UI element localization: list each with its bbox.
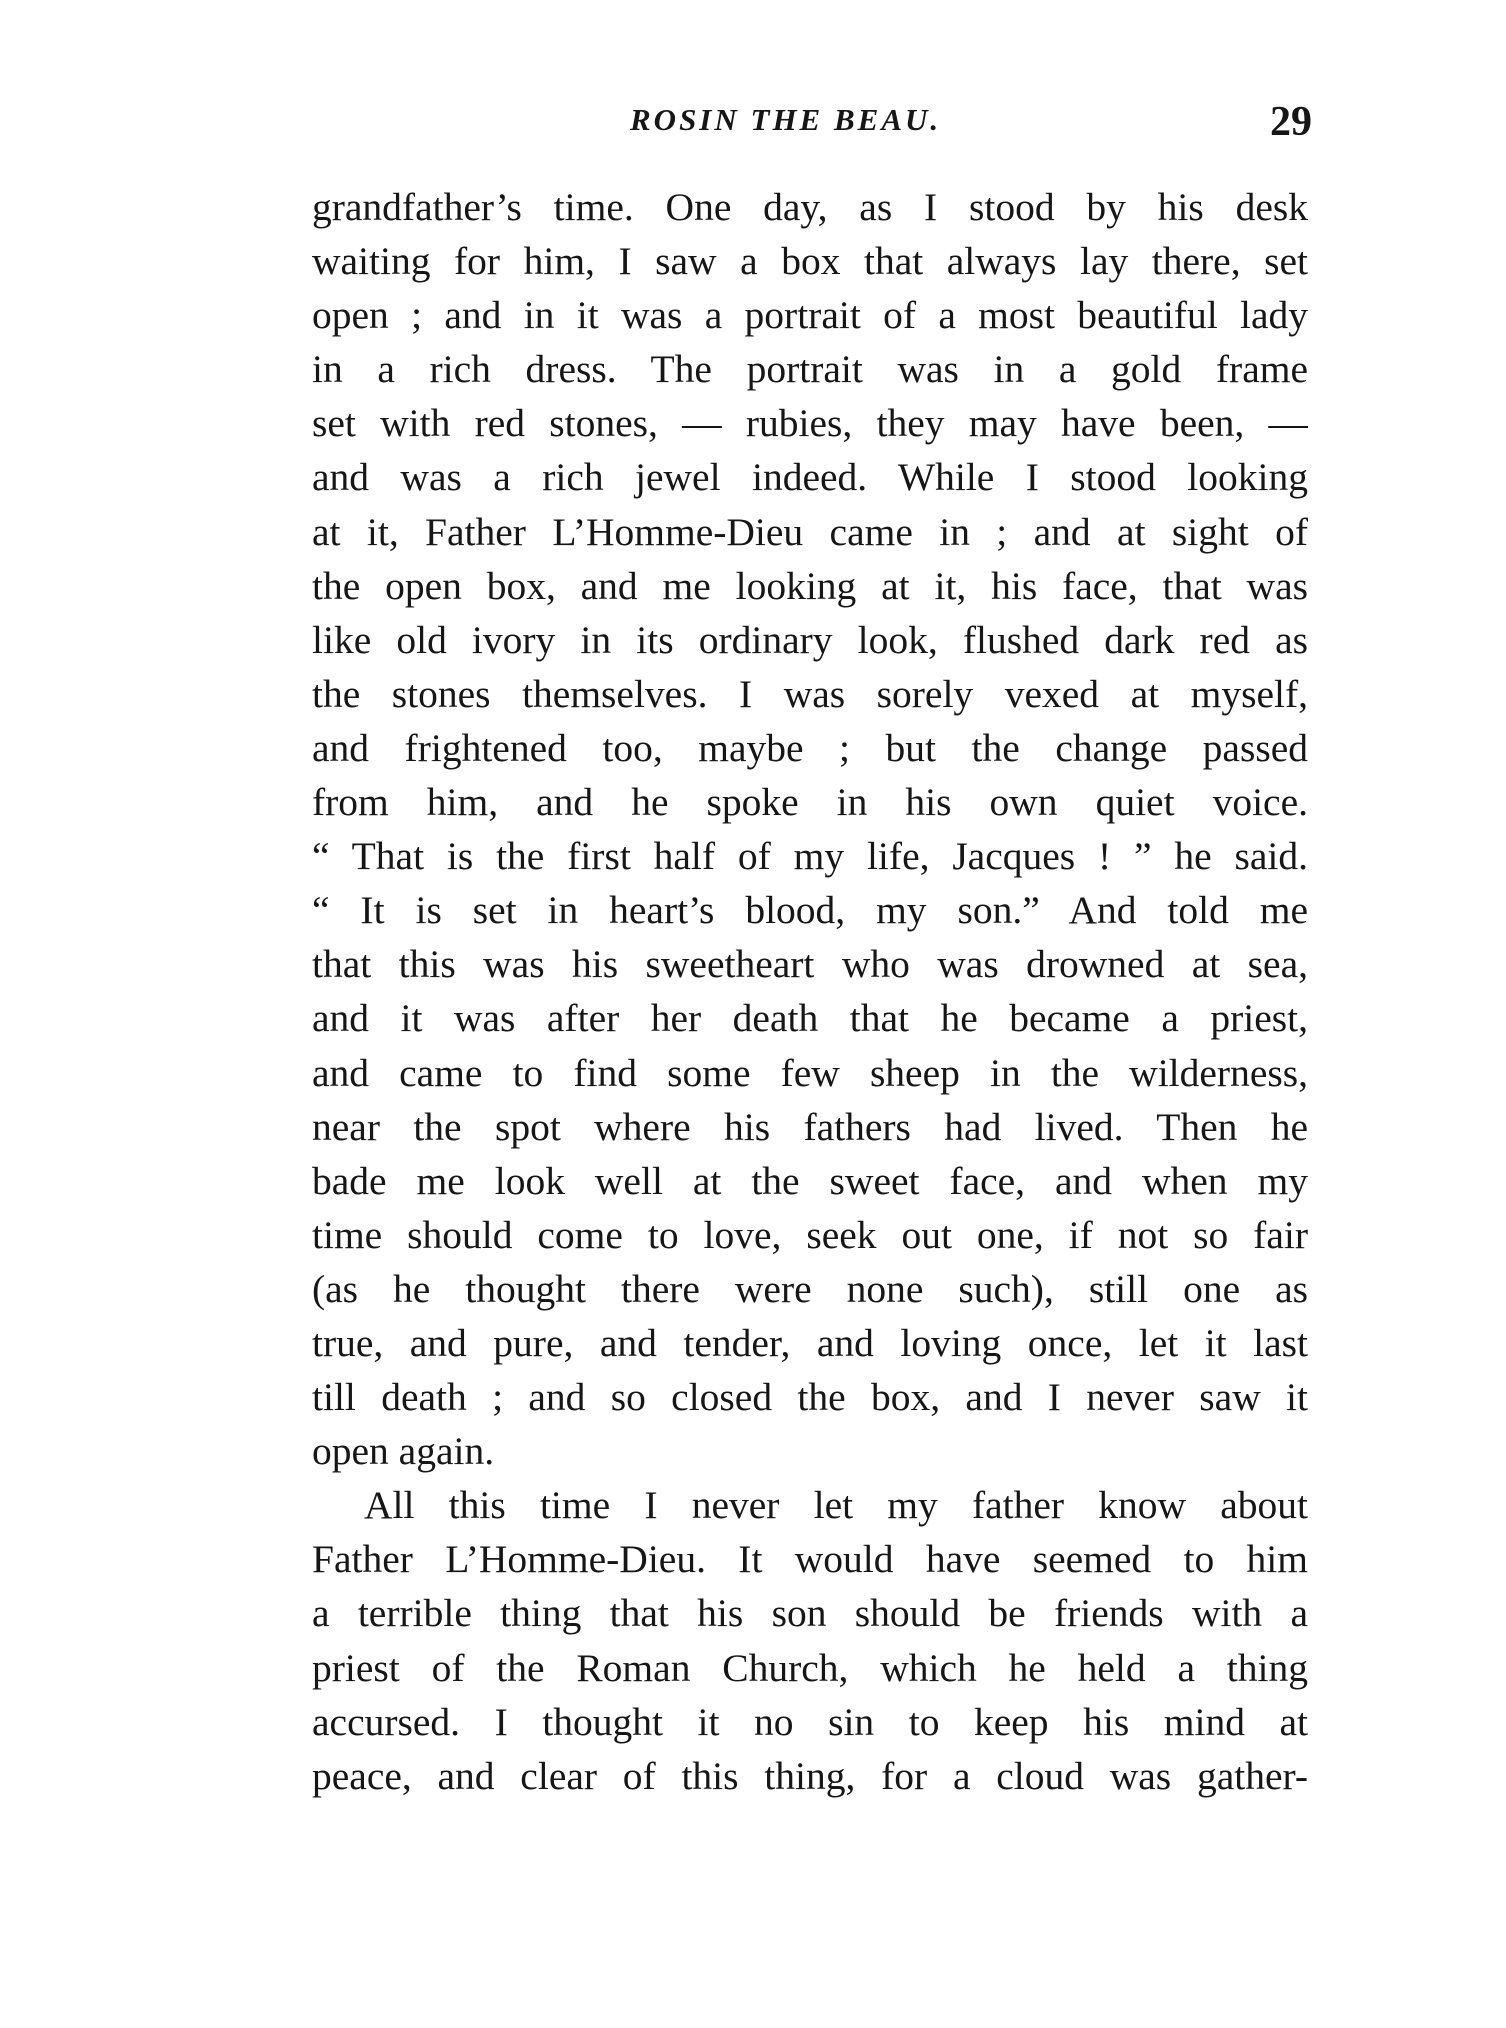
text-line: till death ; and so closed the box, and I never saw it: [312, 1375, 1308, 1420]
text-line: and it was after her death that he became a priest,: [312, 996, 1308, 1041]
text-line: and came to find some few sheep in the wilderness,: [312, 1050, 1308, 1095]
paragraph-1: [312, 180, 1308, 1478]
text-line: bade me look well at the sweet face, and when my: [312, 1158, 1308, 1203]
text-line: at it, Father L’Homme-Dieu came in ; and at sight of: [312, 509, 1308, 554]
text-line: the stones themselves. I was sorely vexed at myself,: [312, 671, 1308, 716]
paragraph-2: [312, 1478, 1308, 1803]
text-line: open again.: [312, 1429, 495, 1474]
text-line: grandfather’s time. One day, as I stood by his desk: [312, 185, 1308, 229]
text-line: true, and pure, and tender, and loving once, let it last: [312, 1320, 1308, 1365]
text-line: the open box, and me looking at it, his face, that was: [312, 563, 1308, 608]
text-line: All this time I never let my father know about: [364, 1483, 1308, 1528]
text-line: “ It is set in heart’s blood, my son.” And told me: [312, 888, 1308, 933]
text-line: near the spot where his fathers had lived. Then he: [312, 1104, 1308, 1149]
text-line: in a rich dress. The portrait was in a gold frame: [312, 347, 1308, 392]
text-line: waiting for him, I saw a box that always lay there, set: [312, 239, 1308, 284]
text-line: priest of the Roman Church, which he held a thing: [312, 1645, 1308, 1690]
text-line: Father L’Homme-Dieu. It would have seemed to him: [312, 1537, 1308, 1582]
running-head: [0, 98, 1506, 146]
text-line: peace, and clear of this thing, for a cloud was gather-: [312, 1753, 1308, 1798]
text-line: accursed. I thought it no sin to keep his mind at: [312, 1699, 1308, 1744]
text-line: (as he thought there were none such), still one as: [312, 1266, 1308, 1311]
text-line: that this was his sweetheart who was drowned at sea,: [312, 942, 1308, 987]
text-line: “ That is the first half of my life, Jacques ! ” he said.: [312, 834, 1308, 879]
body-text: [312, 180, 1308, 1803]
text-line: and frightened too, maybe ; but the change passed: [312, 725, 1308, 770]
text-line: a terrible thing that his son should be friends with a: [312, 1591, 1308, 1636]
text-line: like old ivory in its ordinary look, flushed dark red as: [312, 617, 1308, 662]
running-title: ROSIN THE BEAU.: [630, 102, 942, 137]
text-line: open ; and in it was a portrait of a most beautiful lady: [312, 293, 1308, 338]
text-line: from him, and he spoke in his own quiet voice.: [312, 780, 1308, 825]
text-line: set with red stones, — rubies, they may have been, —: [312, 401, 1308, 446]
page-number: 29: [1270, 99, 1312, 145]
text-line: time should come to love, seek out one, if not so fair: [312, 1212, 1308, 1257]
text-line: and was a rich jewel indeed. While I stood looking: [312, 455, 1308, 500]
